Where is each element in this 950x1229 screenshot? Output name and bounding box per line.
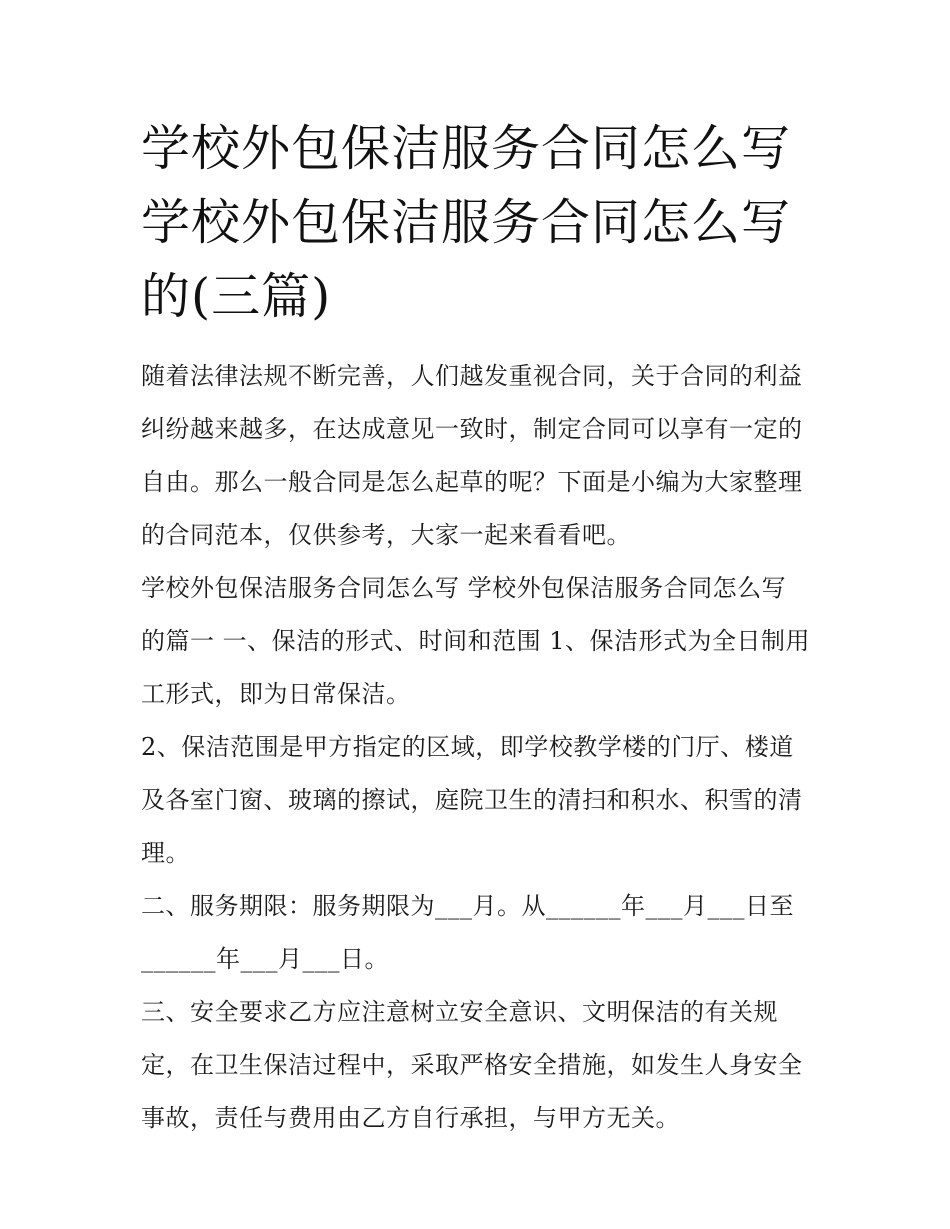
text-line: 学校外包保洁服务合同怎么写 学校外包保洁服务合同怎么写 (141, 574, 787, 602)
paragraph-service-term (141, 880, 816, 986)
text-line: 事故，责任与费用由乙方自行承担，与甲方无关。 (141, 1104, 680, 1132)
document-page (141, 112, 816, 1145)
title-line: 学校外包保洁服务合同怎么写 (141, 194, 792, 251)
text-line: 的合同范本，仅供参考，大家一起来看看吧。 (141, 521, 631, 549)
text-line: 2、保洁范围是甲方指定的区域，即学校教学楼的门厅、楼道 (141, 733, 794, 761)
paragraph-safety (141, 986, 816, 1145)
paragraph-scope (141, 721, 816, 880)
text-line: 理。 (141, 839, 190, 867)
text-line: 定，在卫生保洁过程中，采取严格安全措施，如发生人身安全 (141, 1051, 803, 1079)
text-line: 的篇一 一、保洁的形式、时间和范围 1、保洁形式为全日制用 (141, 627, 811, 655)
text-line: 随着法律法规不断完善，人们越发重视合同，关于合同的利益 (141, 362, 803, 390)
paragraph-intro (141, 350, 816, 562)
text-line: 二、服务期限：服务期限为___月。从______年___月___日至 (141, 892, 794, 920)
text-line: ______年___月___日。 (141, 945, 389, 973)
text-line: 纠纷越来越多，在达成意见一致时，制定合同可以享有一定的 (141, 415, 803, 443)
document-body (141, 350, 816, 1145)
text-line: 及各室门窗、玻璃的擦试，庭院卫生的清扫和积水、积雪的清 (141, 786, 803, 814)
title-line: 学校外包保洁服务合同怎么写 (141, 120, 792, 177)
text-line: 自由。那么一般合同是怎么起草的呢？下面是小编为大家整理 (141, 468, 803, 496)
text-line: 三、安全要求乙方应注意树立安全意识、文明保洁的有关规 (141, 998, 778, 1026)
document-title (141, 112, 816, 334)
title-line: 的(三篇) (141, 268, 332, 325)
paragraph-section-one (141, 562, 816, 721)
text-line: 工形式，即为日常保洁。 (141, 680, 411, 708)
